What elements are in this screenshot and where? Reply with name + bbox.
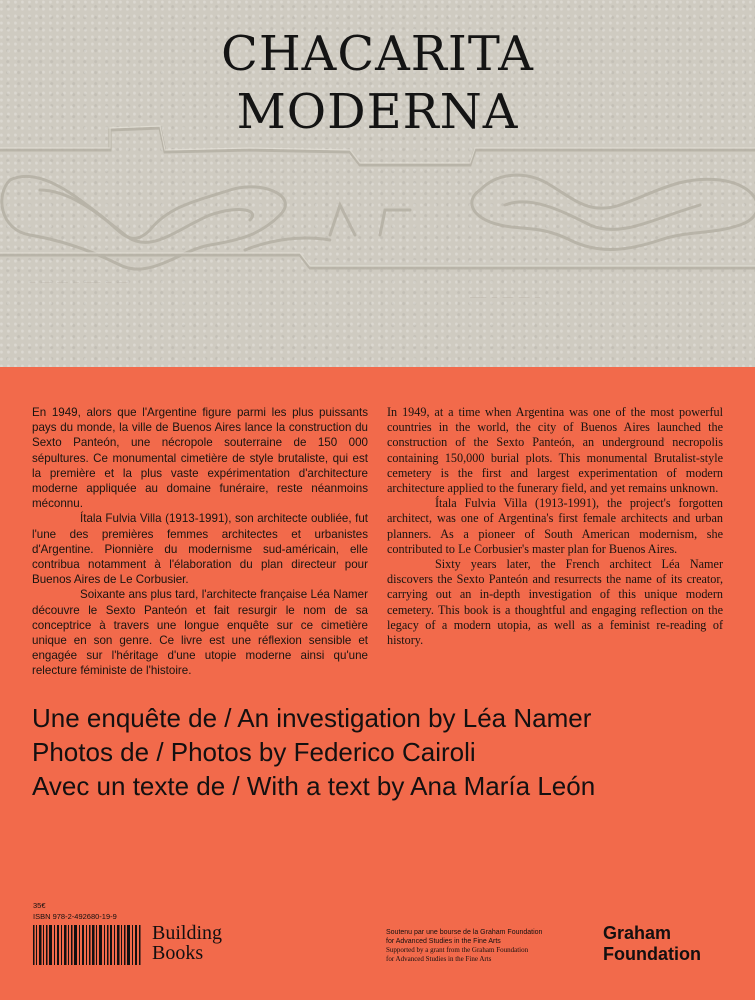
foundation-name-line-1: Graham xyxy=(603,923,672,943)
french-paragraph: Soixante ans plus tard, l'architecte française Léa Namer découvre le Sexto Panteón et fait resurgir le nom de sa conceptrice à travers une longue enquête sur ce cimetière unique en son genre. Ce livre est une réflexion sensible et engagée sur l'héritage d'une utopie moderne ainsi qu'une relecture féministe de l'histoire. xyxy=(32,588,368,678)
price-isbn-block xyxy=(33,900,117,922)
english-paragraph: In 1949, at a time when Argentina was one of the most powerful countries in the world, the city of Buenos Aires launched the construction of the Sexto Panteón, an underground necropolis containing 150,000 burial plots. This monumental Brutalist-style cemetery is the first and largest experimentation of modern architecture applied to the funerary field, and yet remains unknown. xyxy=(387,405,723,496)
grant-english-line-1: Supported by a grant from the Graham Foundation xyxy=(386,946,529,954)
cover-image-area xyxy=(0,0,755,367)
french-paragraph: En 1949, alors que l'Argentine figure parmi les plus puissants pays du monde, la ville de Buenos Aires lance la construction du Sexto Panteón, une nécropole souterraine de 150 000 sépultures. Ce monumental cimetière de style brutaliste, qui est la première et la plus vaste expérimentation d'architecture moderne appliquée au domaine funéraire, reste néanmoins méconnu. xyxy=(32,406,368,511)
french-description xyxy=(32,405,368,679)
english-description xyxy=(387,405,723,648)
credit-investigation: Une enquête de / An investigation by Léa Namer xyxy=(32,703,592,733)
isbn: ISBN 978-2-492680-19-9 xyxy=(33,912,117,921)
foundation-name-line-2: Foundation xyxy=(603,944,701,964)
credit-text: Avec un texte de / With a text by Ana María León xyxy=(32,771,596,801)
book-title-line-2: MODERNA xyxy=(236,84,519,140)
publisher-name-line-1: Building xyxy=(152,922,223,944)
grant-acknowledgement xyxy=(386,928,586,964)
svg-text:— —— —— — ——— — ——: — —— —— — ——— — —— xyxy=(30,278,128,288)
credit-photos: Photos de / Photos by Federico Cairoli xyxy=(32,737,476,767)
publisher-name-line-2: Books xyxy=(152,942,204,964)
book-title-line-1: CHACARITA xyxy=(221,26,534,82)
book-credits xyxy=(32,701,732,803)
grant-french-line-1: Soutenu par une bourse de la Graham Foundation xyxy=(386,929,543,936)
price: 35€ xyxy=(33,901,46,910)
svg-text:——— — —— —— —: ——— — —— —— — xyxy=(470,293,541,303)
orange-panel xyxy=(0,367,755,1000)
english-paragraph: Sixty years later, the French architect Léa Namer discovers the Sexto Panteón and resurrects the name of its creator, carrying out an in-depth investigation of this unique modern cemetery. This book is a thoughtful and engaging reflection on the legacy of a modern utopia, as well as a feminist re-reading of history. xyxy=(387,557,723,648)
english-paragraph: Ítala Fulvia Villa (1913-1991), the project's forgotten architect, was one of Argentina's first female architects and urban planners. As a pioneer of South American modernism, she contributed to Le Corbusier's master plan for Buenos Aires. xyxy=(387,496,723,556)
graham-foundation-logo xyxy=(603,923,701,965)
publisher-logo xyxy=(152,923,222,963)
french-paragraph: Ítala Fulvia Villa (1913-1991), son architecte oubliée, fut l'une des premières femmes architectes et urbanistes d'Argentine. Pionnière du modernisme sud-américain, elle contribua notamment à l'élaboration du plan directeur pour Buenos Aires de Le Corbusier. xyxy=(32,512,368,587)
grant-french-line-2: for Advanced Studies in the Fine Arts xyxy=(386,938,501,945)
grant-english-line-2: for Advanced Studies in the Fine Arts xyxy=(386,955,492,963)
barcode xyxy=(33,925,141,965)
